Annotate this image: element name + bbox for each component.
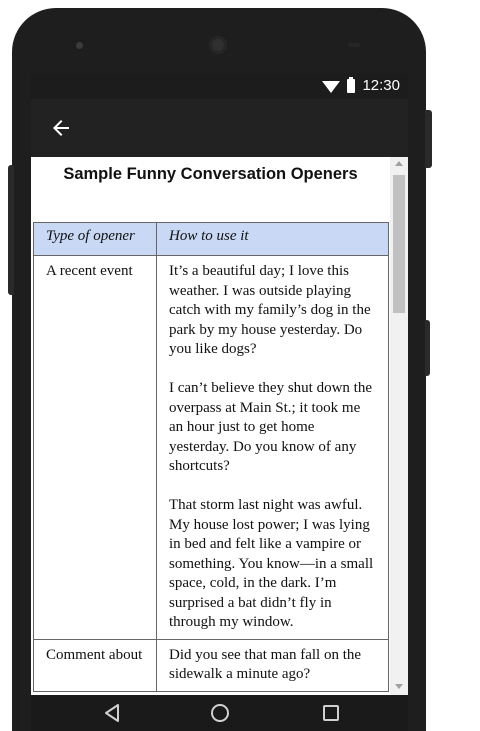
usage-paragraph: It’s a beautiful day; I love this weather. I was outside playing catch with my family’s dog in the park by my house yesterday. Do you like dogs? — [169, 263, 371, 357]
back-button[interactable] — [49, 116, 73, 140]
status-time: 12:30 — [362, 77, 400, 94]
table-row — [34, 639, 389, 691]
scroll-up-arrow-icon[interactable] — [395, 161, 403, 166]
cell-usage — [157, 256, 389, 640]
side-button — [425, 320, 430, 376]
table-row — [34, 256, 389, 640]
arrow-left-icon — [49, 116, 73, 140]
speaker-dot — [76, 42, 83, 49]
usage-paragraph: That storm last night was awful. My house lost power; I was lying in bed and felt like a vampire or something. You know—in a small space, cold, in the dark. I’m surprised a bat didn’t fly in through my window. — [169, 497, 374, 630]
cell-usage — [157, 639, 389, 691]
status-icons — [322, 77, 400, 94]
openers-table — [33, 222, 389, 692]
column-header-usage: How to use it — [157, 223, 389, 256]
usage-paragraph: Did you see that man fall on the sidewalk a minute ago? — [169, 646, 362, 682]
page-title: Sample Funny Conversation Openers — [63, 165, 358, 183]
front-camera — [209, 36, 227, 54]
scroll-down-arrow-icon[interactable] — [395, 684, 403, 689]
screen — [31, 73, 408, 695]
cell-opener-type: Comment about — [34, 639, 157, 691]
scrollbar[interactable] — [390, 157, 408, 695]
battery-icon — [347, 79, 355, 93]
usage-paragraph: I can’t believe they shut down the overpass at Main St.; it took me an hour just to get home yesterday. Do you know of any shortcuts? — [169, 380, 372, 474]
cell-opener-type: A recent event — [34, 256, 157, 640]
app-bar — [31, 99, 408, 157]
volume-button — [8, 165, 14, 295]
navigation-bar — [31, 695, 408, 731]
table-header-row — [34, 223, 389, 256]
status-bar — [31, 73, 408, 99]
square-recents-icon[interactable] — [323, 705, 339, 721]
circle-home-icon[interactable] — [211, 704, 229, 722]
content-area[interactable] — [31, 157, 390, 695]
scrollbar-thumb[interactable] — [393, 175, 405, 313]
column-header-type: Type of opener — [34, 223, 157, 256]
proximity-sensor — [348, 43, 360, 47]
triangle-back-icon[interactable] — [103, 703, 121, 723]
wifi-icon — [322, 81, 340, 93]
power-button — [425, 110, 432, 168]
